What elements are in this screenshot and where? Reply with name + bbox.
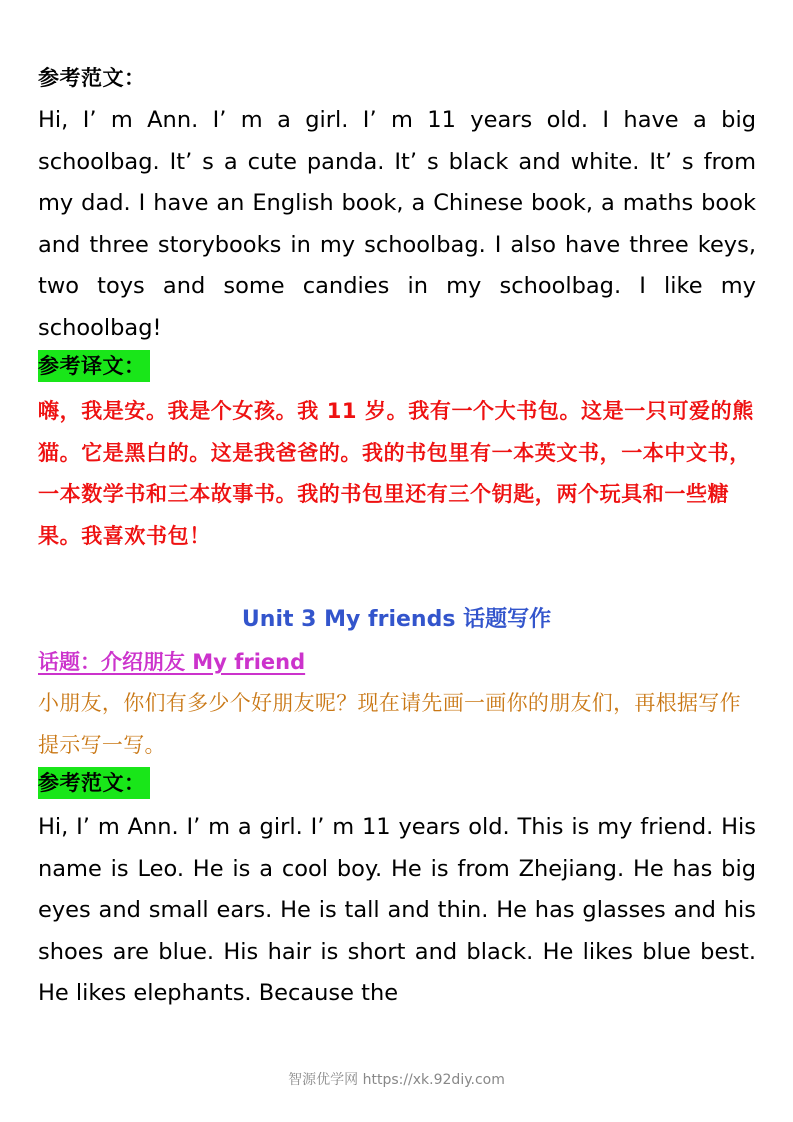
unit-title: Unit 3 My friends 话题写作 bbox=[241, 607, 552, 632]
topic-heading: 话题：介绍朋友 My friend bbox=[38, 650, 306, 674]
translation-label: 参考译文： bbox=[38, 350, 150, 382]
translation-label-wrap bbox=[38, 350, 756, 382]
translation-text: 嗨，我是安。我是个女孩。我 11 岁。我有一个大书包。这是一只可爱的熊猫。它是黑白的。这是我爸爸的。我的书包里有一本英文书，一本中文书，一本数学书和三本故事书。我的书包里还有三个钥匙，两个玩具和一些糖果。我喜欢书包！ bbox=[38, 399, 754, 548]
reference-essay-label-2: 参考范文： bbox=[38, 767, 150, 799]
reference-essay-label-2-wrap bbox=[38, 767, 756, 799]
reference-essay-text-2: Hi, I’ m Ann. I’ m a girl. I’ m 11 years old. This is my friend. His name is Leo. He is a cool boy. He is from Zhejiang. He has big eyes and small ears. He is tall and thin. He has glasses and his shoes are blue. His hair is short and black. He likes blue best. He likes elephants. Because the bbox=[38, 814, 756, 1007]
reference-essay-label: 参考范文： bbox=[38, 66, 146, 90]
footer-watermark: 智源优学网 https://xk.92diy.com bbox=[288, 1072, 505, 1088]
writing-prompt: 小朋友，你们有多少个好朋友呢？现在请先画一画你的朋友们，再根据写作提示写一写。 bbox=[38, 691, 741, 757]
reference-essay-text: Hi, I’ m Ann. I’ m a girl. I’ m 11 years old. I have a big schoolbag. It’ s a cute panda. It’ s black and white. It’ s from my dad. I have an English book, a Chinese book, a maths book and three storybooks in my schoolbag. I also have three keys, two toys and some candies in my schoolbag. I like my schoolbag! bbox=[38, 107, 756, 341]
